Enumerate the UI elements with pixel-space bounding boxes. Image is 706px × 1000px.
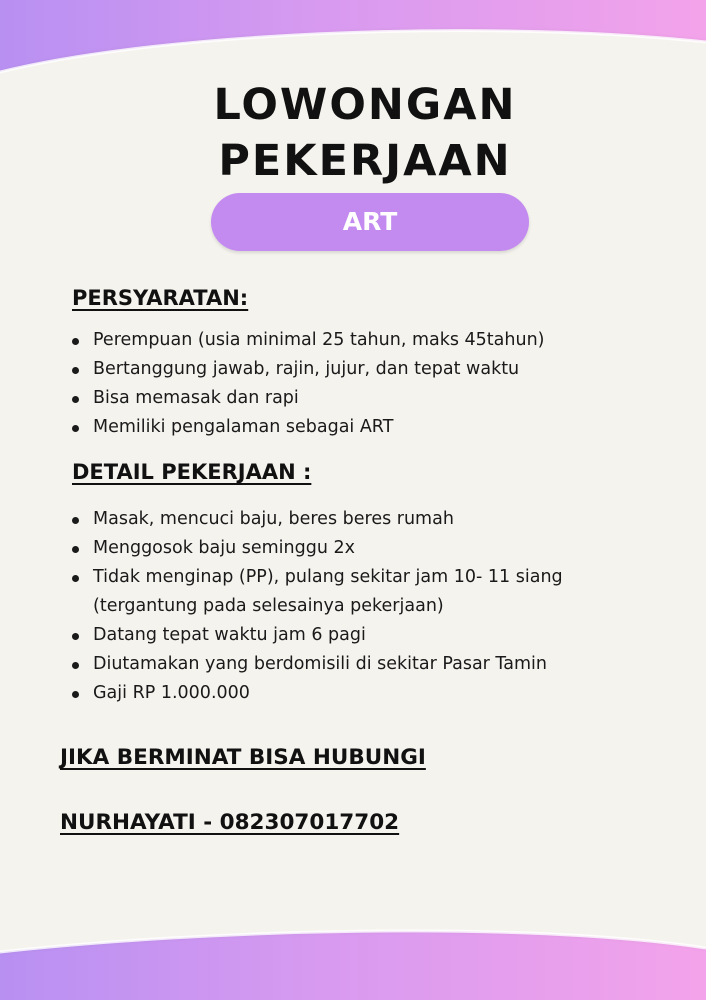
list-item-continuation: (tergantung pada selesainya pekerjaan) (93, 596, 444, 616)
list-item: Bertanggung jawab, rajin, jujur, dan tepat waktu (70, 355, 545, 384)
contact-prompt: JIKA BERMINAT BISA HUBUNGI (60, 745, 426, 770)
title-line-2: PEKERJAAN (218, 136, 512, 186)
list-item: Masak, mencuci baju, beres beres rumah (70, 505, 563, 534)
list-item: Perempuan (usia minimal 25 tahun, maks 45tahun) (70, 326, 545, 355)
list-item: Memiliki pengalaman sebagai ART (70, 413, 545, 442)
list-item: Bisa memasak dan rapi (70, 384, 545, 413)
job-details-heading: DETAIL PEKERJAAN : (72, 460, 312, 484)
position-badge: ART (211, 193, 529, 251)
list-item: Diutamakan yang berdomisili di sekitar Pasar Tamin (70, 650, 563, 679)
requirements-list (70, 326, 545, 442)
title-line-1: LOWONGAN (213, 80, 517, 130)
list-item: Menggosok baju seminggu 2x (70, 534, 563, 563)
contact-name-phone: NURHAYATI - 082307017702 (60, 810, 400, 835)
list-item: Gaji RP 1.000.000 (70, 679, 563, 708)
job-details-list (70, 505, 563, 708)
list-item: Datang tepat waktu jam 6 pagi (70, 621, 563, 650)
list-item: Tidak menginap (PP), pulang sekitar jam 10- 11 siang (70, 563, 563, 592)
requirements-heading: PERSYARATAN: (72, 286, 249, 310)
